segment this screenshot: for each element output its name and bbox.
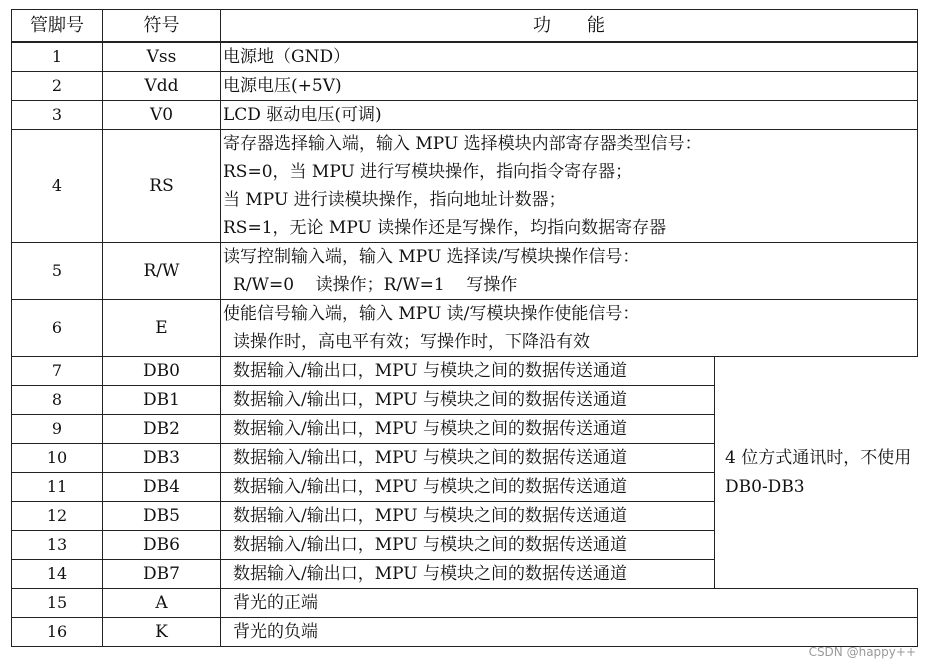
function-line: 读写控制输入端，输入 MPU 选择读/写模块操作信号： [223, 247, 640, 267]
pin-function [221, 72, 918, 101]
pin-symbol: DB7 [103, 560, 221, 589]
pin-function: 数据输入/输出口，MPU 与模块之间的数据传送通道 [221, 531, 715, 560]
function-line: 当 MPU 进行读模块操作，指向地址计数器； [223, 190, 566, 210]
pin-function: 数据输入/输出口，MPU 与模块之间的数据传送通道 [221, 415, 715, 444]
table-row [12, 42, 918, 72]
pin-symbol: DB4 [103, 473, 221, 502]
function-line: LCD 驱动电压(可调) [223, 105, 382, 125]
db-note: 4 位方式通讯时，不使用 DB0-DB3 [715, 357, 918, 589]
table-row [12, 130, 918, 243]
table-row [12, 357, 918, 386]
table-header-row [12, 10, 918, 43]
function-line: 寄存器选择输入端，输入 MPU 选择模块内部寄存器类型信号： [223, 134, 702, 154]
function-line: R/W=0 读操作；R/W=1 写操作 [233, 275, 518, 295]
pin-symbol: DB5 [103, 502, 221, 531]
pin-function: 数据输入/输出口，MPU 与模块之间的数据传送通道 [221, 502, 715, 531]
pin-function [221, 300, 918, 357]
pin-symbol: Vss [103, 42, 221, 72]
pin-function [221, 42, 918, 72]
pin-number: 1 [12, 42, 103, 72]
pin-number: 8 [12, 386, 103, 415]
pin-symbol: R/W [103, 243, 221, 300]
header-function: 功能 [221, 10, 918, 43]
pin-number: 15 [12, 589, 103, 618]
table-row [12, 618, 918, 647]
table-row [12, 589, 918, 618]
pin-number: 14 [12, 560, 103, 589]
function-line: 电源地（GND） [223, 47, 351, 67]
table-row [12, 101, 918, 130]
pin-function [221, 130, 918, 243]
pin-function: 数据输入/输出口，MPU 与模块之间的数据传送通道 [221, 560, 715, 589]
pin-function: 数据输入/输出口，MPU 与模块之间的数据传送通道 [221, 386, 715, 415]
pin-number: 4 [12, 130, 103, 243]
function-line: 读操作时，高电平有效；写操作时，下降沿有效 [233, 332, 590, 352]
pin-number: 9 [12, 415, 103, 444]
pin-function: 背光的负端 [221, 618, 918, 647]
function-line: RS=0，当 MPU 进行写模块操作，指向指令寄存器； [223, 162, 633, 182]
pin-function: 数据输入/输出口，MPU 与模块之间的数据传送通道 [221, 444, 715, 473]
pin-symbol: Vdd [103, 72, 221, 101]
table-row [12, 243, 918, 300]
pin-function [221, 101, 918, 130]
table-row [12, 72, 918, 101]
pin-symbol: K [103, 618, 221, 647]
pin-number: 12 [12, 502, 103, 531]
pin-number: 6 [12, 300, 103, 357]
header-symbol: 符号 [103, 10, 221, 43]
pin-number: 5 [12, 243, 103, 300]
pin-function [221, 243, 918, 300]
pin-number: 7 [12, 357, 103, 386]
pin-symbol: RS [103, 130, 221, 243]
pin-table-container [11, 9, 917, 655]
pin-number: 2 [12, 72, 103, 101]
pin-symbol: DB3 [103, 444, 221, 473]
pin-symbol: DB0 [103, 357, 221, 386]
pin-function: 数据输入/输出口，MPU 与模块之间的数据传送通道 [221, 473, 715, 502]
pin-function: 数据输入/输出口，MPU 与模块之间的数据传送通道 [221, 357, 715, 386]
table-row [12, 300, 918, 357]
pin-symbol: DB2 [103, 415, 221, 444]
pin-symbol: E [103, 300, 221, 357]
pin-symbol: A [103, 589, 221, 618]
pin-number: 11 [12, 473, 103, 502]
header-pin-number: 管脚号 [12, 10, 103, 43]
pin-number: 3 [12, 101, 103, 130]
pin-number: 16 [12, 618, 103, 647]
pin-symbol: V0 [103, 101, 221, 130]
pin-function: 背光的正端 [221, 589, 918, 618]
pin-symbol: DB1 [103, 386, 221, 415]
pin-symbol: DB6 [103, 531, 221, 560]
watermark: CSDN @happy++ [808, 645, 916, 659]
function-line: 使能信号输入端，输入 MPU 读/写模块操作使能信号： [223, 304, 640, 324]
function-line: RS=1，无论 MPU 读操作还是写操作，均指向数据寄存器 [223, 218, 667, 238]
pin-number: 10 [12, 444, 103, 473]
function-line: 电源电压(+5V) [223, 76, 342, 96]
pin-number: 13 [12, 531, 103, 560]
pin-function-table [11, 9, 918, 647]
